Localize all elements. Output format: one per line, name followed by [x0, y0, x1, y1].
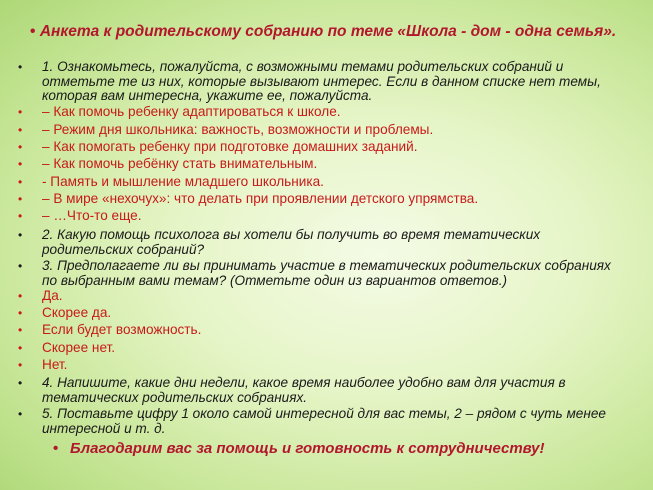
list-item-text: 2. Какую помощь психолога вы хотели бы получить во время тематических родительских собраний? — [42, 227, 541, 257]
bullet-icon: • — [18, 259, 23, 273]
list-item-text: 3. Предполагаете ли вы принимать участие в тематических родительских собраниях по выбранным вами темам? (Отметьте один из вариантов ответов.) — [42, 258, 611, 288]
bullet-icon: • — [18, 376, 23, 390]
list-item-text: 5. Поставьте цифру 1 около самой интересной для вас темы, 2 – рядом с чуть менее интересной и т. д. — [42, 406, 606, 436]
title-text: Анкета к родительскому собранию по теме «Школа - дом - одна семья». — [39, 23, 617, 40]
bullet-icon: • — [18, 175, 23, 189]
list-item-text: – …Что-то еще. — [42, 208, 142, 223]
list-item-text: Скорее нет. — [42, 340, 116, 355]
footer-thanks — [53, 440, 630, 457]
bullet-icon: • — [18, 157, 23, 171]
list-item-text: 4. Напишите, какие дни недели, какое время наиболее удобно вам для участия в тематических родительских собраниях. — [42, 375, 566, 405]
bullet-icon: • — [18, 289, 23, 303]
list-item-text: Если будет возможность. — [42, 322, 202, 337]
bullet-icon: • — [18, 209, 23, 223]
bullet-icon: • — [18, 306, 23, 320]
list-item-text: – Как помочь ребёнку стать внимательным. — [42, 156, 318, 171]
bullet-icon: • — [18, 123, 23, 137]
bullet-icon: • — [18, 407, 23, 421]
title-bullet: • — [30, 23, 36, 40]
list-item-text: Нет. — [42, 357, 68, 372]
list-item-text: – В мире «нехочух»: что делать при проявлении детского упрямства. — [42, 191, 479, 206]
bullet-icon: • — [18, 228, 23, 242]
slide-title — [24, 24, 632, 40]
list-item-text: – Как помогать ребенку при подготовке домашних заданий. — [42, 139, 418, 154]
list-item-text: - Память и мышление младшего школьника. — [42, 174, 324, 189]
list-item-text: 1. Ознакомьтесь, пожалуйста, с возможными темами родительских собраний и отметьте те из них, которые вызывают интерес. Если в данном списке нет темы, которая вам интересна, укажите ее, пожалуйста. — [42, 59, 601, 104]
bullet-icon: • — [18, 60, 23, 74]
list-item-text: Скорее да. — [42, 305, 112, 320]
bullet-icon: • — [18, 192, 23, 206]
footer-bullet: • — [53, 440, 59, 457]
bullet-icon: • — [18, 323, 23, 337]
footer-text: Благодарим вас за помощь и готовность к сотрудничеству! — [70, 440, 545, 457]
bullet-icon: • — [18, 358, 23, 372]
bullet-icon: • — [18, 341, 23, 355]
bullet-icon: • — [18, 140, 23, 154]
list-item-text: – Как помочь ребенку адаптироваться к школе. — [42, 104, 341, 119]
list-item-text: Да. — [42, 288, 63, 303]
bullet-icon: • — [18, 105, 23, 119]
list-item-text: – Режим дня школьника: важность, возможности и проблемы. — [42, 122, 434, 137]
